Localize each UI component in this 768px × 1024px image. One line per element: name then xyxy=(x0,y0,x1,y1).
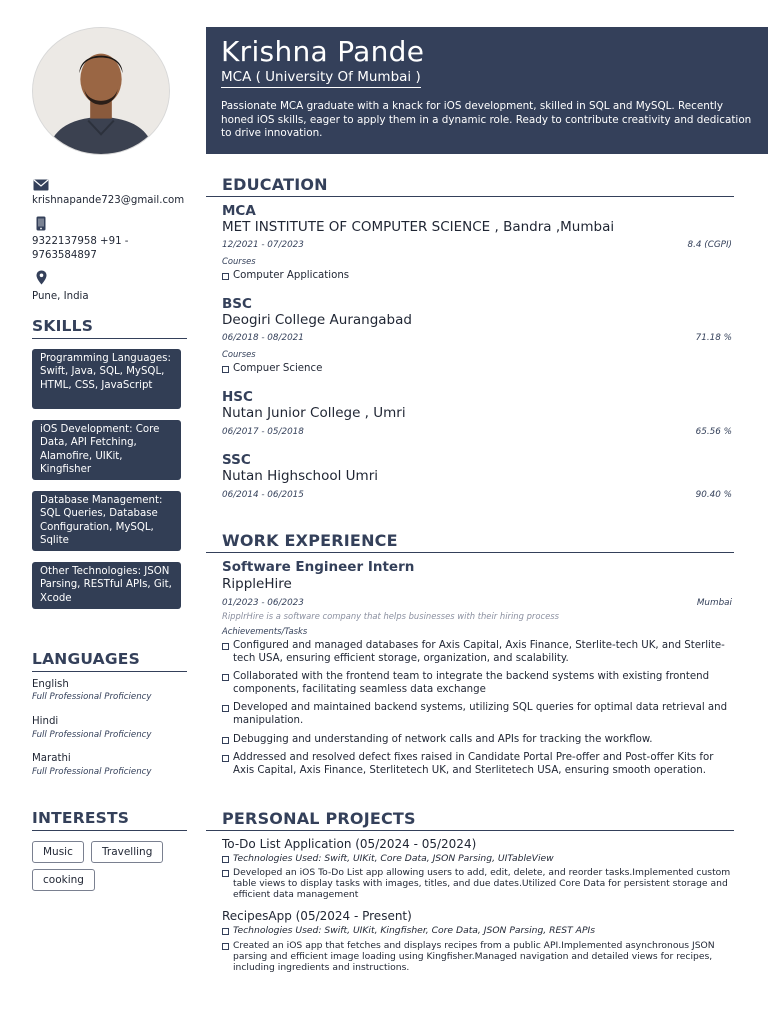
education-degree: SSC xyxy=(222,452,251,468)
language-level: Full Professional Proficiency xyxy=(32,767,152,777)
education-dates: 06/2014 - 06/2015 xyxy=(222,490,304,500)
projects-heading: PERSONAL PROJECTS xyxy=(206,809,734,831)
course-item: Computer Applications xyxy=(222,269,734,282)
project-description: Developed an iOS To-Do List app allowing users to add, edit, delete, and reorder tasks.Implemented custom table views to display tasks with images, titles, and due dates.Utilized Core Data for persistent storage and efficient data management xyxy=(222,867,734,900)
location-text: Pune, India xyxy=(32,291,89,302)
skill-tag: Programming Languages: Swift, Java, SQL, MySQL, HTML, CSS, JavaScript xyxy=(32,349,181,409)
education-grade: 8.4 (CGPI) xyxy=(687,240,732,250)
education-grade: 71.18 % xyxy=(695,333,732,343)
job-company: RippleHire xyxy=(222,576,292,592)
task-item: Developed and maintained backend systems, utilizing SQL queries for optimal data retrieval and manipulation. xyxy=(222,701,734,728)
project-tech: Technologies Used: Swift, UIKit, Core Data, JSON Parsing, UITableView xyxy=(222,853,734,864)
candidate-name: Krishna Pande xyxy=(221,35,425,68)
interest-tag: cooking xyxy=(32,869,95,891)
language-name: Hindi xyxy=(32,716,59,727)
work-heading: WORK EXPERIENCE xyxy=(206,531,734,553)
education-heading: EDUCATION xyxy=(206,175,734,197)
task-item: Debugging and understanding of network calls and APIs for tracking the workflow. xyxy=(222,733,734,746)
languages-heading: LANGUAGES xyxy=(32,650,187,672)
education-school: Nutan Junior College , Umri xyxy=(222,405,406,421)
education-grade: 90.40 % xyxy=(695,490,732,500)
education-school: Nutan Highschool Umri xyxy=(222,468,379,484)
project-title: RecipesApp (05/2024 - Present) xyxy=(222,909,412,923)
email-icon xyxy=(33,176,51,192)
email-text: krishnapande723@gmail.com xyxy=(32,195,185,206)
candidate-degree: MCA ( University Of Mumbai ) xyxy=(221,69,421,88)
language-level: Full Professional Proficiency xyxy=(32,730,152,740)
achievements-label: Achievements/Tasks xyxy=(222,626,308,636)
skill-tag: Other Technologies: JSON Parsing, RESTful APIs, Git, Xcode xyxy=(32,562,181,609)
project-description: Created an iOS app that fetches and displays recipes from a public API.Implemented asynchronous JSON parsing and efficient image loading using Kingfisher.Managed navigation and detailed views for recipes, including ingredients and instructions. xyxy=(222,940,734,973)
education-grade: 65.56 % xyxy=(695,427,732,437)
education-dates: 06/2017 - 05/2018 xyxy=(222,427,304,437)
education-school: Deogiri College Aurangabad xyxy=(222,312,412,328)
location-pin-icon xyxy=(36,270,54,286)
interest-tag: Music xyxy=(32,841,84,863)
courses-label: Courses xyxy=(222,349,256,359)
education-dates: 06/2018 - 08/2021 xyxy=(222,333,304,343)
language-name: English xyxy=(32,679,69,690)
language-name: Marathi xyxy=(32,753,71,764)
education-school: MET INSTITUTE OF COMPUTER SCIENCE , Bandra ,Mumbai xyxy=(222,219,615,235)
job-location: Mumbai xyxy=(696,598,732,608)
skill-tag: Database Management: SQL Queries, Database Configuration, MySQL, Sqlite xyxy=(32,491,181,551)
courses-label: Courses xyxy=(222,256,256,266)
education-degree: BSC xyxy=(222,296,252,312)
job-dates: 01/2023 - 06/2023 xyxy=(222,598,304,608)
job-role: Software Engineer Intern xyxy=(222,559,415,575)
education-dates: 12/2021 - 07/2023 xyxy=(222,240,304,250)
left-sidebar xyxy=(0,0,206,1024)
avatar-illustration xyxy=(33,28,169,154)
phone-icon xyxy=(36,216,54,232)
interest-tag: Travelling xyxy=(91,841,163,863)
company-description: RipplrHire is a software company that helps businesses with their hiring process xyxy=(222,611,559,621)
project-title: To-Do List Application (05/2024 - 05/2024) xyxy=(222,837,477,851)
language-level: Full Professional Proficiency xyxy=(32,692,152,702)
skill-tag: iOS Development: Core Data, API Fetching, Alamofire, UIKit, Kingfisher xyxy=(32,420,181,480)
skills-heading: SKILLS xyxy=(32,317,187,339)
task-item: Configured and managed databases for Axis Capital, Axis Finance, Sterlite-tech UK, and Sterlite-tech USA, ensuring efficient storage, organization, and scalability. xyxy=(222,639,734,666)
summary-text: Passionate MCA graduate with a knack for iOS development, skilled in SQL and MySQL. Recently honed iOS skills, eager to apply them in a dynamic role. Ready to contribute creativity and dedication to drive innovation. xyxy=(221,100,752,139)
project-tech: Technologies Used: Swift, UIKit, Kingfisher, Core Data, JSON Parsing, REST APIs xyxy=(222,925,734,936)
phone-text: 9322137958 +91 - 9763584897 xyxy=(32,236,129,261)
task-item: Addressed and resolved defect fixes raised in Candidate Portal Pre-offer and Post-offer Kits for Axis Capital, Axis Finance, Sterlitetech UK, and Sterlitetech USA, ensuring smooth operation. xyxy=(222,751,734,778)
course-item: Compuer Science xyxy=(222,362,734,375)
profile-photo xyxy=(32,27,170,155)
interests-heading: INTERESTS xyxy=(32,809,187,831)
task-item: Collaborated with the frontend team to integrate the backend systems with existing frontend components, facilitating seamless data exchange xyxy=(222,670,734,697)
education-degree: HSC xyxy=(222,389,253,405)
education-degree: MCA xyxy=(222,203,256,219)
header-banner xyxy=(206,27,768,154)
